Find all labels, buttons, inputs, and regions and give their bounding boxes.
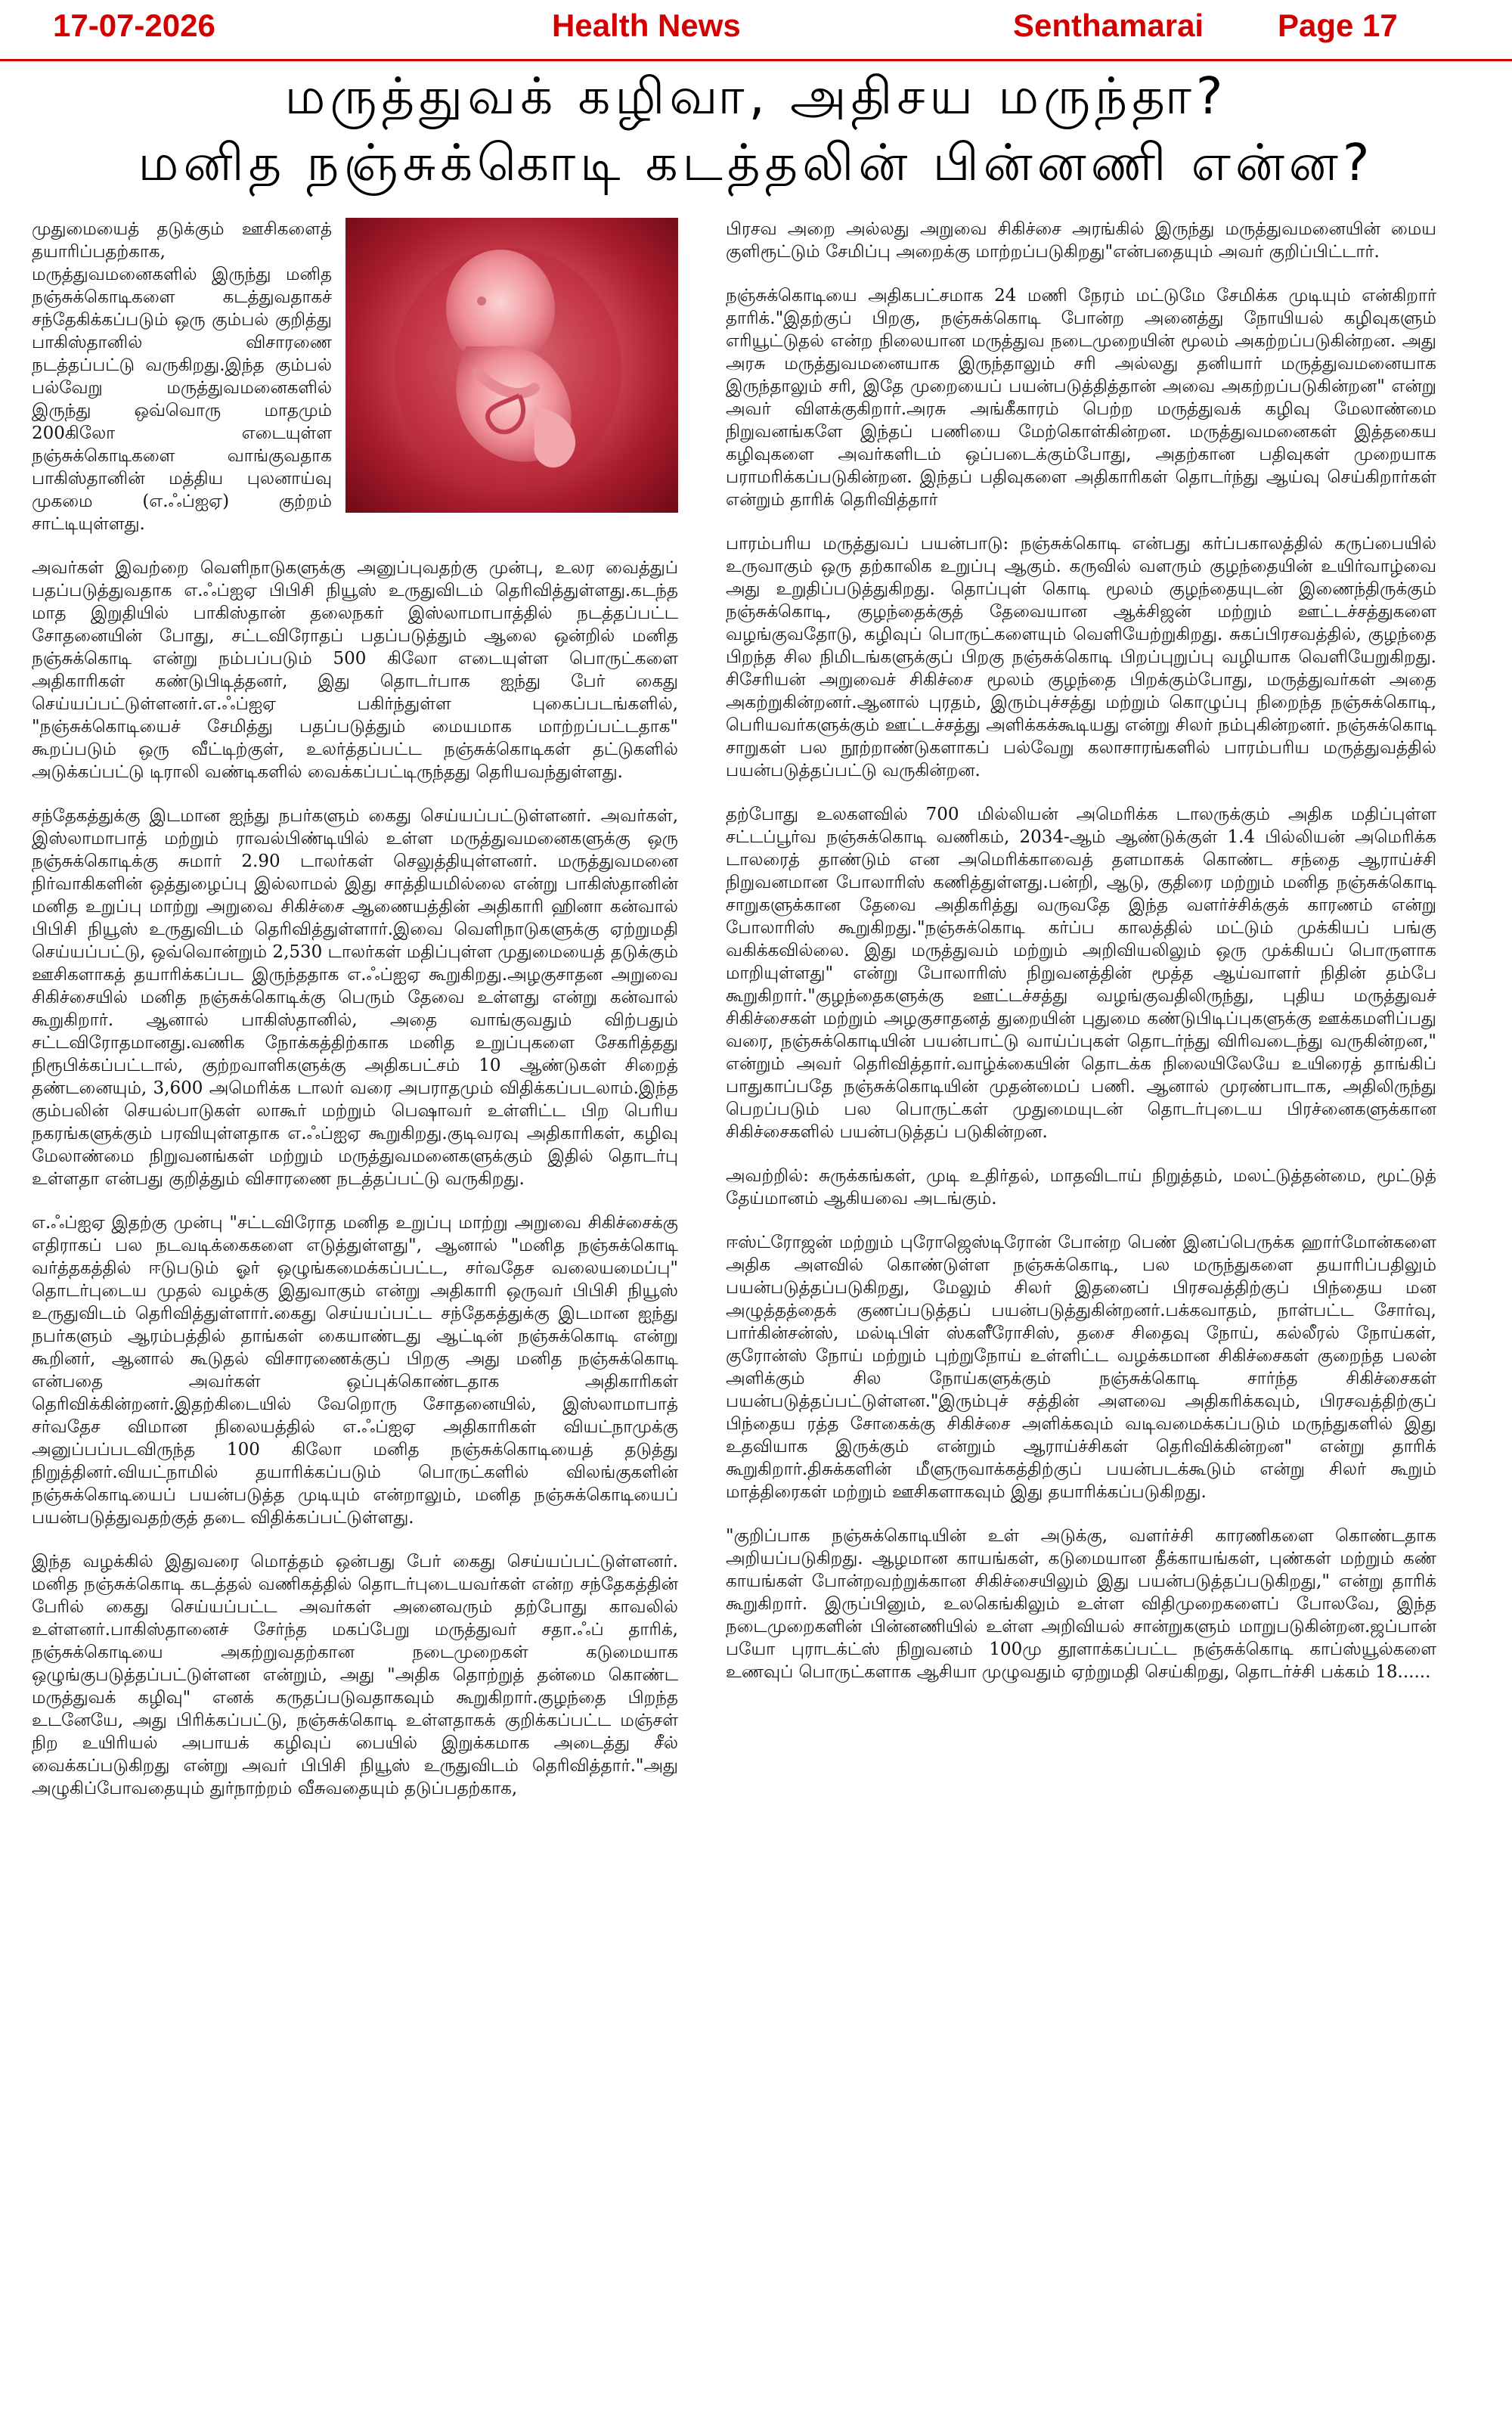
article-column-right bbox=[726, 218, 1436, 2411]
article-paragraph: தற்போது உலகளவில் 700 மில்லியன் அமெரிக்க டாலருக்கும் அதிக மதிப்புள்ள சட்டப்பூர்வ நஞ்சுக்கொடி வணிகம், 2034-ஆம் ஆண்டுக்குள் 1.4 பில்லியன் அமெரிக்க டாலரைத் தாண்டும் என அமெரிக்காவைத் தளமாகக் கொண்ட சந்தை ஆராய்ச்சி நிறுவனமான போலாரிஸ் கணித்துள்ளது.பன்றி, ஆடு, குதிரை மற்றும் மனித நஞ்சுக்கொடி சாறுகளுக்கான தேவை அதிகரித்து வருவதே இந்த வளர்ச்சிக்குக் காரணம் என்று போலாரிஸ் கூறுகிறது."நஞ்சுக்கொடி கர்ப்ப காலத்தில் மட்டும் முக்கியப் பங்கு வகிக்கவில்லை. இது மருத்துவம் மற்றும் அறிவியலிலும் ஒரு முக்கியப் பொருளாக மாறியுள்ளது" என்று போலாரிஸ் நிறுவனத்தின் மூத்த ஆய்வாளர் நிதின் தம்பே கூறுகிறார்."குழந்தைகளுக்கு ஊட்டச்சத்து வழங்குவதிலிருந்து, புதிய மருத்துவச் சிகிச்சைகள் மற்றும் அழகுசாதனத் துறையின் புதுமை கண்டுபிடிப்புகளுக்கு ஊக்கமளிப்பது வரை, நஞ்சுக்கொடியின் பயன்பாட்டு வாய்ப்புகள் தொடர்ந்து விரிவடைந்து வருகின்றன," என்றும் அவர் தெரிவித்தார்.வாழ்க்கையின் தொடக்க நிலையிலேயே உயிரைத் தாங்கிப் பாதுகாப்பதே நஞ்சுக்கொடியின் முதன்மைப் பணி. ஆனால் முரண்பாடாக, அதிலிருந்து பெறப்படும் பல பொருட்கள் முதுமையுடன் தொடர்புடைய பிரச்னைகளுக்கான சிகிச்சைகளில் பயன்படுத்தப் படுகின்றன. bbox=[726, 805, 1436, 1142]
headline-line-1: மருத்துவக் கழிவா, அதிசய மருந்தா? bbox=[284, 67, 1228, 126]
article-paragraph: பாரம்பரிய மருத்துவப் பயன்பாடு: நஞ்சுக்கொடி என்பது கர்ப்பகாலத்தில் கருப்பையில் உருவாகும் ஒரு தற்காலிக உறுப்பு ஆகும். கருவில் வளரும் குழந்தையின் உயிர்வாழ்வை அது உறுதிப்படுத்துகிறது. தொப்புள் கொடி மூலம் குழந்தையுடன் இணைந்திருக்கும் நஞ்சுக்கொடி, குழந்தைக்குத் தேவையான ஆக்சிஜன் மற்றும் ஊட்டச்சத்துகளை வழங்குவதோடு, கழிவுப் பொருட்களையும் வெளியேற்றுகிறது. சுகப்பிரசவத்தில், குழந்தை பிறந்த சில நிமிடங்களுக்குப் பிறகு நஞ்சுக்கொடி பிறப்புறுப்பு வழியாக வெளியேறுகிறது. சிசேரியன் அறுவைச் சிகிச்சை மூலம் குழந்தை பிறக்கும்போது, மருத்துவர்கள் அதை அகற்றுகின்றனர்.ஆனால் புரதம், இரும்புச்சத்து மற்றும் கொழுப்பு நிறைந்த நஞ்சுக்கொடி, பெரியவர்களுக்கும் ஊட்டச்சத்து அளிக்கக்கூடியது என்று சிலர் நம்புகின்றனர். நஞ்சுக்கொடி சாறுகள் பல நூற்றாண்டுகளாகப் பல்வேறு கலாசாரங்களில் பாரம்பரிய மருத்துவத்தில் பயன்படுத்தப்பட்டு வருகின்றன. bbox=[726, 534, 1436, 780]
section-name: Health News bbox=[552, 8, 741, 43]
page-header bbox=[0, 0, 1512, 61]
article-paragraph: "குறிப்பாக நஞ்சுக்கொடியின் உள் அடுக்கு, வளர்ச்சி காரணிகளை கொண்டதாக அறியப்படுகிறது. ஆழமான காயங்கள், கடுமையான தீக்காயங்கள், புண்கள் மற்றும் கண் காயங்கள் போன்றவற்றுக்கான சிகிச்சையிலும் இது பயன்படுத்தப்படுகிறது," என்று தாரிக் கூறுகிறார். இருப்பினும், உலகெங்கிலும் உள்ள விதிமுறைகளைப் போலவே, இந்த நடைமுறைகளின் பின்னணியில் உள்ள அறிவியல் சான்றுகளும் மாறுபடுகின்றன.ஜப்பான் பயோ புராடக்ட்ஸ் நிறுவனம் 100மு தூளாக்கப்பட்ட நஞ்சுக்கொடி காப்ஸ்யூல்களை உணவுப் பொருட்களாக ஆசியா முழுவதும் ஏற்றுமதி செய்கிறது, தொடர்ச்சி பக்கம் 18...... bbox=[726, 1526, 1436, 1682]
article-paragraph: ஈஸ்ட்ரோஜன் மற்றும் புரோஜெஸ்டிரோன் போன்ற பெண் இனப்பெருக்க ஹார்மோன்களை அதிக அளவில் கொண்டுள்ள நஞ்சுக்கொடி, பல மருந்துகளை தயாரிப்பதிலும் பயன்படுத்தப்படுகிறது, மேலும் சிலர் இதனைப் பிரசவத்திற்குப் பிந்தைய மன அழுத்தத்தைக் குணப்படுத்தப் பயன்படுத்துகின்றனர்.பக்கவாதம், நாள்பட்ட சோர்வு, பார்கின்சன்ஸ், மல்டிபிள் ஸ்களீரோசிஸ், தசை சிதைவு நோய், கல்லீரல் நோய்கள், குரோன்ஸ் நோய் மற்றும் புற்றுநோய் உள்ளிட்ட வழக்கமான சிகிச்சைகள் குறைந்த பலன் அளிக்கும் சில நோய்களுக்கும் நஞ்சுக்கொடி சார்ந்த சிகிச்சைகள் பயன்படுத்தப்பட்டுள்ளன."இரும்புச் சத்தின் அளவை அதிகரிக்கவும், பிரசவத்திற்குப் பிந்தைய ரத்த சோகைக்கு சிகிச்சை அளிக்கவும் வடிவமைக்கப்படும் மருந்துகளில் இது உதவியாக இருக்கும் என்றும் ஆராய்ச்சிகள் தெரிவிக்கின்றன" என்று தாரிக் கூறுகிறார்.திசுக்களின் மீளுருவாக்கத்திற்குப் பயன்படக்கூடும் என்று சிலர் கூறும் மாத்திரைகள் மற்றும் ஊசிகளாகவும் இது தயாரிக்கப்படுகிறது. bbox=[726, 1233, 1436, 1502]
fetus-in-womb-illustration-icon bbox=[345, 218, 678, 513]
article-column-left bbox=[32, 218, 678, 2411]
article-paragraph: பிரசவ அறை அல்லது அறுவை சிகிச்சை அரங்கில் இருந்து மருத்துவமனையின் மைய குளிரூட்டும் சேமிப்பு அறைக்கு மாற்றப்படுகிறது"என்பதையும் அவர் குறிப்பிட்டார். bbox=[726, 219, 1436, 262]
article-paragraph: எ.ஃப்ஐஏ இதற்கு முன்பு "சட்டவிரோத மனித உறுப்பு மாற்று அறுவை சிகிச்சைக்கு எதிராகப் பல நடவடிக்கைகளை எடுத்துள்ளது", ஆனால் "மனித நஞ்சுக்கொடி வர்த்தகத்தில் ஈடுபடும் ஓர் ஒழுங்கமைக்கப்பட்ட, சர்வதேச வலையமைப்பு" தொடர்புடைய முதல் வழக்கு இதுவாகும் என்று அதிகாரி ஒருவர் பிபிசி நியூஸ் உருதுவிடம் தெரிவித்துள்ளார்.கைது செய்யப்பட்ட சந்தேகத்துக்கு இடமான ஐந்து நபர்களும் ஆரம்பத்தில் தாங்கள் கையாண்டது ஆட்டின் நஞ்சுக்கொடி என்று கூறினர், ஆனால் கூடுதல் விசாரணைக்குப் பிறகு அது மனித நஞ்சுக்கொடி என்பதை அவர்கள் ஒப்புக்கொண்டதாக அதிகாரிகள் தெரிவிக்கின்றனர்.இதற்கிடையில் வேறொரு சோதனையில், இஸ்லாமாபாத் சர்வதேச விமான நிலையத்தில் எ.ஃப்ஐஏ அதிகாரிகள் வியட்நாமுக்கு அனுப்பப்படவிருந்த 100 கிலோ மனித நஞ்சுக்கொடியைத் தடுத்து நிறுத்தினர்.வியட்நாமில் தயாரிக்கப்படும் பொருட்களில் விலங்குகளின் நஞ்சுக்கொடியைப் பயன்படுத்த முடியும் என்றாலும், மனித நஞ்சுக்கொடியைப் பயன்படுத்துவதற்குத் தடை விதிக்கப்பட்டுள்ளது. bbox=[32, 1213, 678, 1528]
issue-date: 17-07-2026 bbox=[53, 8, 215, 43]
page-number: Page 17 bbox=[1278, 8, 1398, 43]
article-paragraph: சந்தேகத்துக்கு இடமான ஐந்து நபர்களும் கைது செய்யப்பட்டுள்ளனர். அவர்கள், இஸ்லாமாபாத் மற்றும் ராவல்பிண்டியில் உள்ள மருத்துவமனைகளுக்கு ஒரு நஞ்சுக்கொடிக்கு சுமார் 2.90 டாலர்கள் செலுத்தியுள்ளனர். மருத்துவமனை நிர்வாகிகளின் ஒத்துழைப்பு இல்லாமல் இது சாத்தியமில்லை என்று பாகிஸ்தானின் மனித உறுப்பு மாற்று அறுவை சிகிச்சை ஆணையத்தின் அதிகாரி ஹினா கன்வால் பிபிசி நியூஸ் உருதுவிடம் தெரிவித்துள்ளார்.இவை வெளிநாடுகளுக்கு ஏற்றுமதி செய்யப்பட்டு, ஒவ்வொன்றும் 2,530 டாலர்கள் மதிப்புள்ள முதுமையைத் தடுக்கும் ஊசிகளாகத் தயாரிக்கப்பட இருந்ததாக எ.ஃப்ஐஏ கூறுகிறது.அழகுசாதன அறுவை சிகிச்சையில் மனித நஞ்சுக்கொடிக்கு பெரும் தேவை உள்ளது என்று கன்வால் கூறுகிறார். ஆனால் பாகிஸ்தானில், அதை வாங்குவதும் விற்பதும் சட்டவிரோதமானது.வணிக நோக்கத்திற்காக மனித உறுப்புகளை சேகரித்தது நிரூபிக்கப்பட்டால், குற்றவாளிகளுக்கு அதிகபட்சம் 10 ஆண்டுகள் சிறைத் தண்டனையும், 3,600 அமெரிக்க டாலர் வரை அபராதமும் விதிக்கப்படலாம்.இந்த கும்பலின் செயல்பாடுகள் லாகூர் மற்றும் பெஷாவர் உள்ளிட்ட பிற பெரிய நகரங்களுக்கும் பரவியுள்ளதாக எ.ஃப்ஐஏ கூறுகிறது.குடிவரவு அதிகாரிகள், கழிவு மேலாண்மை நிறுவனங்கள் மற்றும் மருத்துவமனைகளுக்கும் இதில் தொடர்பு உள்ளதா என்பது குறித்தும் விசாரணை நடத்தப்பட்டு வருகிறது. bbox=[32, 806, 678, 1189]
newspaper-name: Senthamarai bbox=[1013, 8, 1204, 43]
headline-line-2: மனித நஞ்சுக்கொடி கடத்தலின் பின்னணி என்ன? bbox=[138, 133, 1374, 192]
article-paragraph: முதுமையைத் தடுக்கும் ஊசிகளைத் தயாரிப்பதற்காக, மருத்துவமனைகளில் இருந்து மனித நஞ்சுக்கொடிகளை கடத்துவதாகச் சந்தேகிக்கப்படும் ஒரு கும்பல் குறித்து பாகிஸ்தானில் விசாரணை நடத்தப்பட்டு வருகிறது.இந்த கும்பல் பல்வேறு மருத்துவமனைகளில் இருந்து ஒவ்வொரு மாதமும் 200கிலோ எடையுள்ள நஞ்சுக்கொடிகளை வாங்குவதாக பாகிஸ்தானின் மத்திய புலனாய்வு முகமை (எ.ஃப்ஐஏ) குற்றம் சாட்டியுள்ளது. bbox=[32, 219, 332, 534]
article-paragraph: இந்த வழக்கில் இதுவரை மொத்தம் ஒன்பது பேர் கைது செய்யப்பட்டுள்ளனர். மனித நஞ்சுக்கொடி கடத்தல் வணிகத்தில் தொடர்புடையவர்கள் என்ற சந்தேகத்தின் பேரில் கைது செய்யப்பட்ட அவர்கள் அனைவரும் தற்போது காவலில் உள்ளனர்.பாகிஸ்தானைச் சேர்ந்த மகப்பேறு மருத்துவர் சதா.ஃப் தாரிக், நஞ்சுக்கொடியை அகற்றுவதற்கான நடைமுறைகள் கடுமையாக ஒழுங்குபடுத்தப்பட்டுள்ளன என்றும், அது "அதிக தொற்றுத் தன்மை கொண்ட மருத்துவக் கழிவு" எனக் கருதப்படுவதாகவும் கூறுகிறார்.குழந்தை பிறந்த உடனேயே, அது பிரிக்கப்பட்டு, நஞ்சுக்கொடி உள்ளதாகக் குறிக்கப்பட்ட மஞ்சள் நிற உயிரியல் அபாயக் கழிவுப் பையில் இறுக்கமாக அடைத்து சீல் வைக்கப்படுகிறது என்று அவர் பிபிசி நியூஸ் உருதுவிடம் தெரிவித்தார்."அது அழுகிப்போவதையும் துர்நாற்றம் வீசுவதையும் தடுப்பதற்காக, bbox=[32, 1552, 678, 1798]
article-paragraph: அவற்றில்: சுருக்கங்கள், முடி உதிர்தல், மாதவிடாய் நிறுத்தம், மலட்டுத்தன்மை, மூட்டுத் தேய்மானம் ஆகியவை அடங்கும். bbox=[726, 1166, 1436, 1208]
article-paragraph: அவர்கள் இவற்றை வெளிநாடுகளுக்கு அனுப்புவதற்கு முன்பு, உலர வைத்துப் பதப்படுத்துவதாக எ.ஃப்ஐஏ பிபிசி நியூஸ் உருதுவிடம் தெரிவித்துள்ளது.கடந்த மாத இறுதியில் பாகிஸ்தான் தலைநகர் இஸ்லாமாபாத்தில் நடத்தப்பட்ட சோதனையின் போது, சட்டவிரோதப் பதப்படுத்தும் ஆலை ஒன்றில் மனித நஞ்சுக்கொடி என்று நம்பப்படும் 500 கிலோ எடையுள்ள பொருட்களை அதிகாரிகள் கண்டுபிடித்தனர், இது தொடர்பாக ஐந்து பேர் கைது செய்யப்பட்டுள்ளனர்.எ.ஃப்ஐஏ பகிர்ந்துள்ள புகைப்படங்களில், "நஞ்சுக்கொடியைச் சேமித்து பதப்படுத்தும் மையமாக மாற்றப்பட்டதாக" கூறப்படும் ஒரு வீட்டிற்குள், உலர்த்தப்பட்ட நஞ்சுக்கொடிகள் தட்டுகளில் அடுக்கப்பட்டு டிராலி வண்டிகளில் வைக்கப்பட்டிருந்தது தெரியவந்துள்ளது. bbox=[32, 558, 678, 782]
article-paragraph: நஞ்சுக்கொடியை அதிகபட்சமாக 24 மணி நேரம் மட்டுமே சேமிக்க முடியும் என்கிறார் தாரிக்."இதற்குப் பிறகு, நஞ்சுக்கொடி போன்ற அனைத்து நோயியல் கழிவுகளும் எரியூட்டுதல் என்ற நிலையான மருத்துவ நடைமுறையின் மூலம் அகற்றப்படுகின்றன. அது அரசு மருத்துவமனையாக இருந்தாலும் சரி அல்லது தனியார் மருத்துவமனையாக இருந்தாலும் சரி, இதே முறையைப் பயன்படுத்தித்தான் அவை அகற்றப்படுகின்றன" என்று அவர் விளக்குகிறார்.அரசு அங்கீகாரம் பெற்ற மருத்துவக் கழிவு மேலாண்மை நிறுவனங்களே இந்தப் பணியை மேற்கொள்கின்றன. மருத்துவமனைகள் இத்தகைய கழிவுகளை அவர்களிடம் ஒப்படைக்கும்போது, அதற்கான பதிவுகள் முறையாக பராமரிக்கப்படுகின்றன. இந்தப் பதிவுகளை அதிகாரிகள் தொடர்ந்து ஆய்வு செய்கிறார்கள் என்றும் தாரிக் தெரிவித்தார் bbox=[726, 286, 1436, 510]
